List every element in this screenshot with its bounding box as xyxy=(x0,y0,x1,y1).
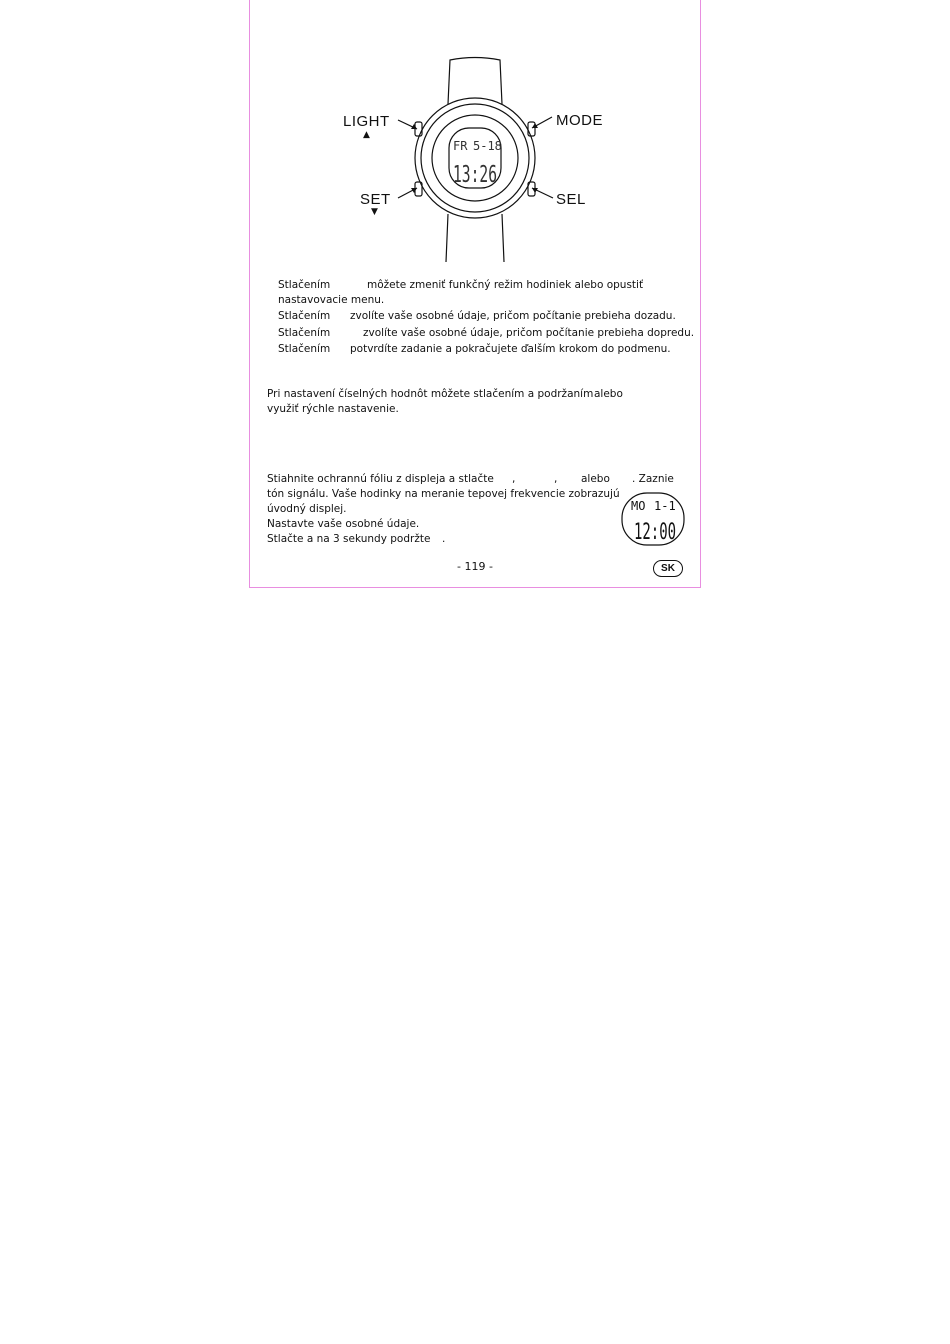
function-2-prefix: Stlačením xyxy=(278,310,331,322)
up-arrow-icon: ▲ xyxy=(363,130,370,140)
start-comma-2: , xyxy=(554,473,558,485)
light-label: LIGHT xyxy=(343,113,390,130)
start-line5-end: . xyxy=(442,533,446,545)
page-number: - 119 - xyxy=(457,560,493,573)
start-line3: úvodný displej. xyxy=(267,503,347,515)
small-display-time: 12:00 xyxy=(634,520,676,545)
start-line2: tón signálu. Vaše hodinky na meranie tepovej frekvencie zobrazujú xyxy=(267,488,620,500)
function-4-text: potvrdíte zadanie a pokračujete ďalším krokom do podmenu. xyxy=(350,343,671,355)
function-3-text: zvolíte vaše osobné údaje, pričom počítanie prebieha dopredu. xyxy=(363,327,695,339)
sel-label: SEL xyxy=(556,191,586,208)
watch-time: 13:26 xyxy=(453,162,497,188)
start-line5: Stlačte a na 3 sekundy podržte xyxy=(267,533,431,545)
mode-label: MODE xyxy=(556,112,603,129)
start-comma-1: , xyxy=(512,473,516,485)
quick-setting-alebo: alebo xyxy=(594,388,623,400)
function-3-prefix: Stlačením xyxy=(278,327,331,339)
small-display-date: 1-1 xyxy=(654,499,676,513)
function-1-cont: nastavovacie menu. xyxy=(278,294,385,306)
quick-setting-line2: využiť rýchle nastavenie. xyxy=(267,403,399,415)
initial-display-illustration xyxy=(0,0,950,600)
down-arrow-icon: ▼ xyxy=(371,207,378,217)
start-line4: Nastavte vaše osobné údaje. xyxy=(267,518,420,530)
set-label: SET xyxy=(360,191,391,208)
function-4-prefix: Stlačením xyxy=(278,343,331,355)
language-badge: SK xyxy=(653,560,683,577)
start-line1: Stiahnite ochrannú fóliu z displeja a stlačte xyxy=(267,473,494,485)
small-display-day: MO xyxy=(631,499,646,513)
start-alebo: alebo xyxy=(581,473,610,485)
function-1-prefix: Stlačením xyxy=(278,279,331,291)
function-2-text: zvolíte vaše osobné údaje, pričom počítanie prebieha dozadu. xyxy=(350,310,676,322)
quick-setting-line1: Pri nastavení číselných hodnôt môžete stlačením a podržaním xyxy=(267,388,594,400)
function-1-text: môžete zmeniť funkčný režim hodiniek alebo opustiť xyxy=(367,279,644,291)
watch-day: FR xyxy=(453,139,468,153)
watch-date: 5-18 xyxy=(473,139,502,153)
start-zaznie: . Zaznie xyxy=(632,473,674,485)
